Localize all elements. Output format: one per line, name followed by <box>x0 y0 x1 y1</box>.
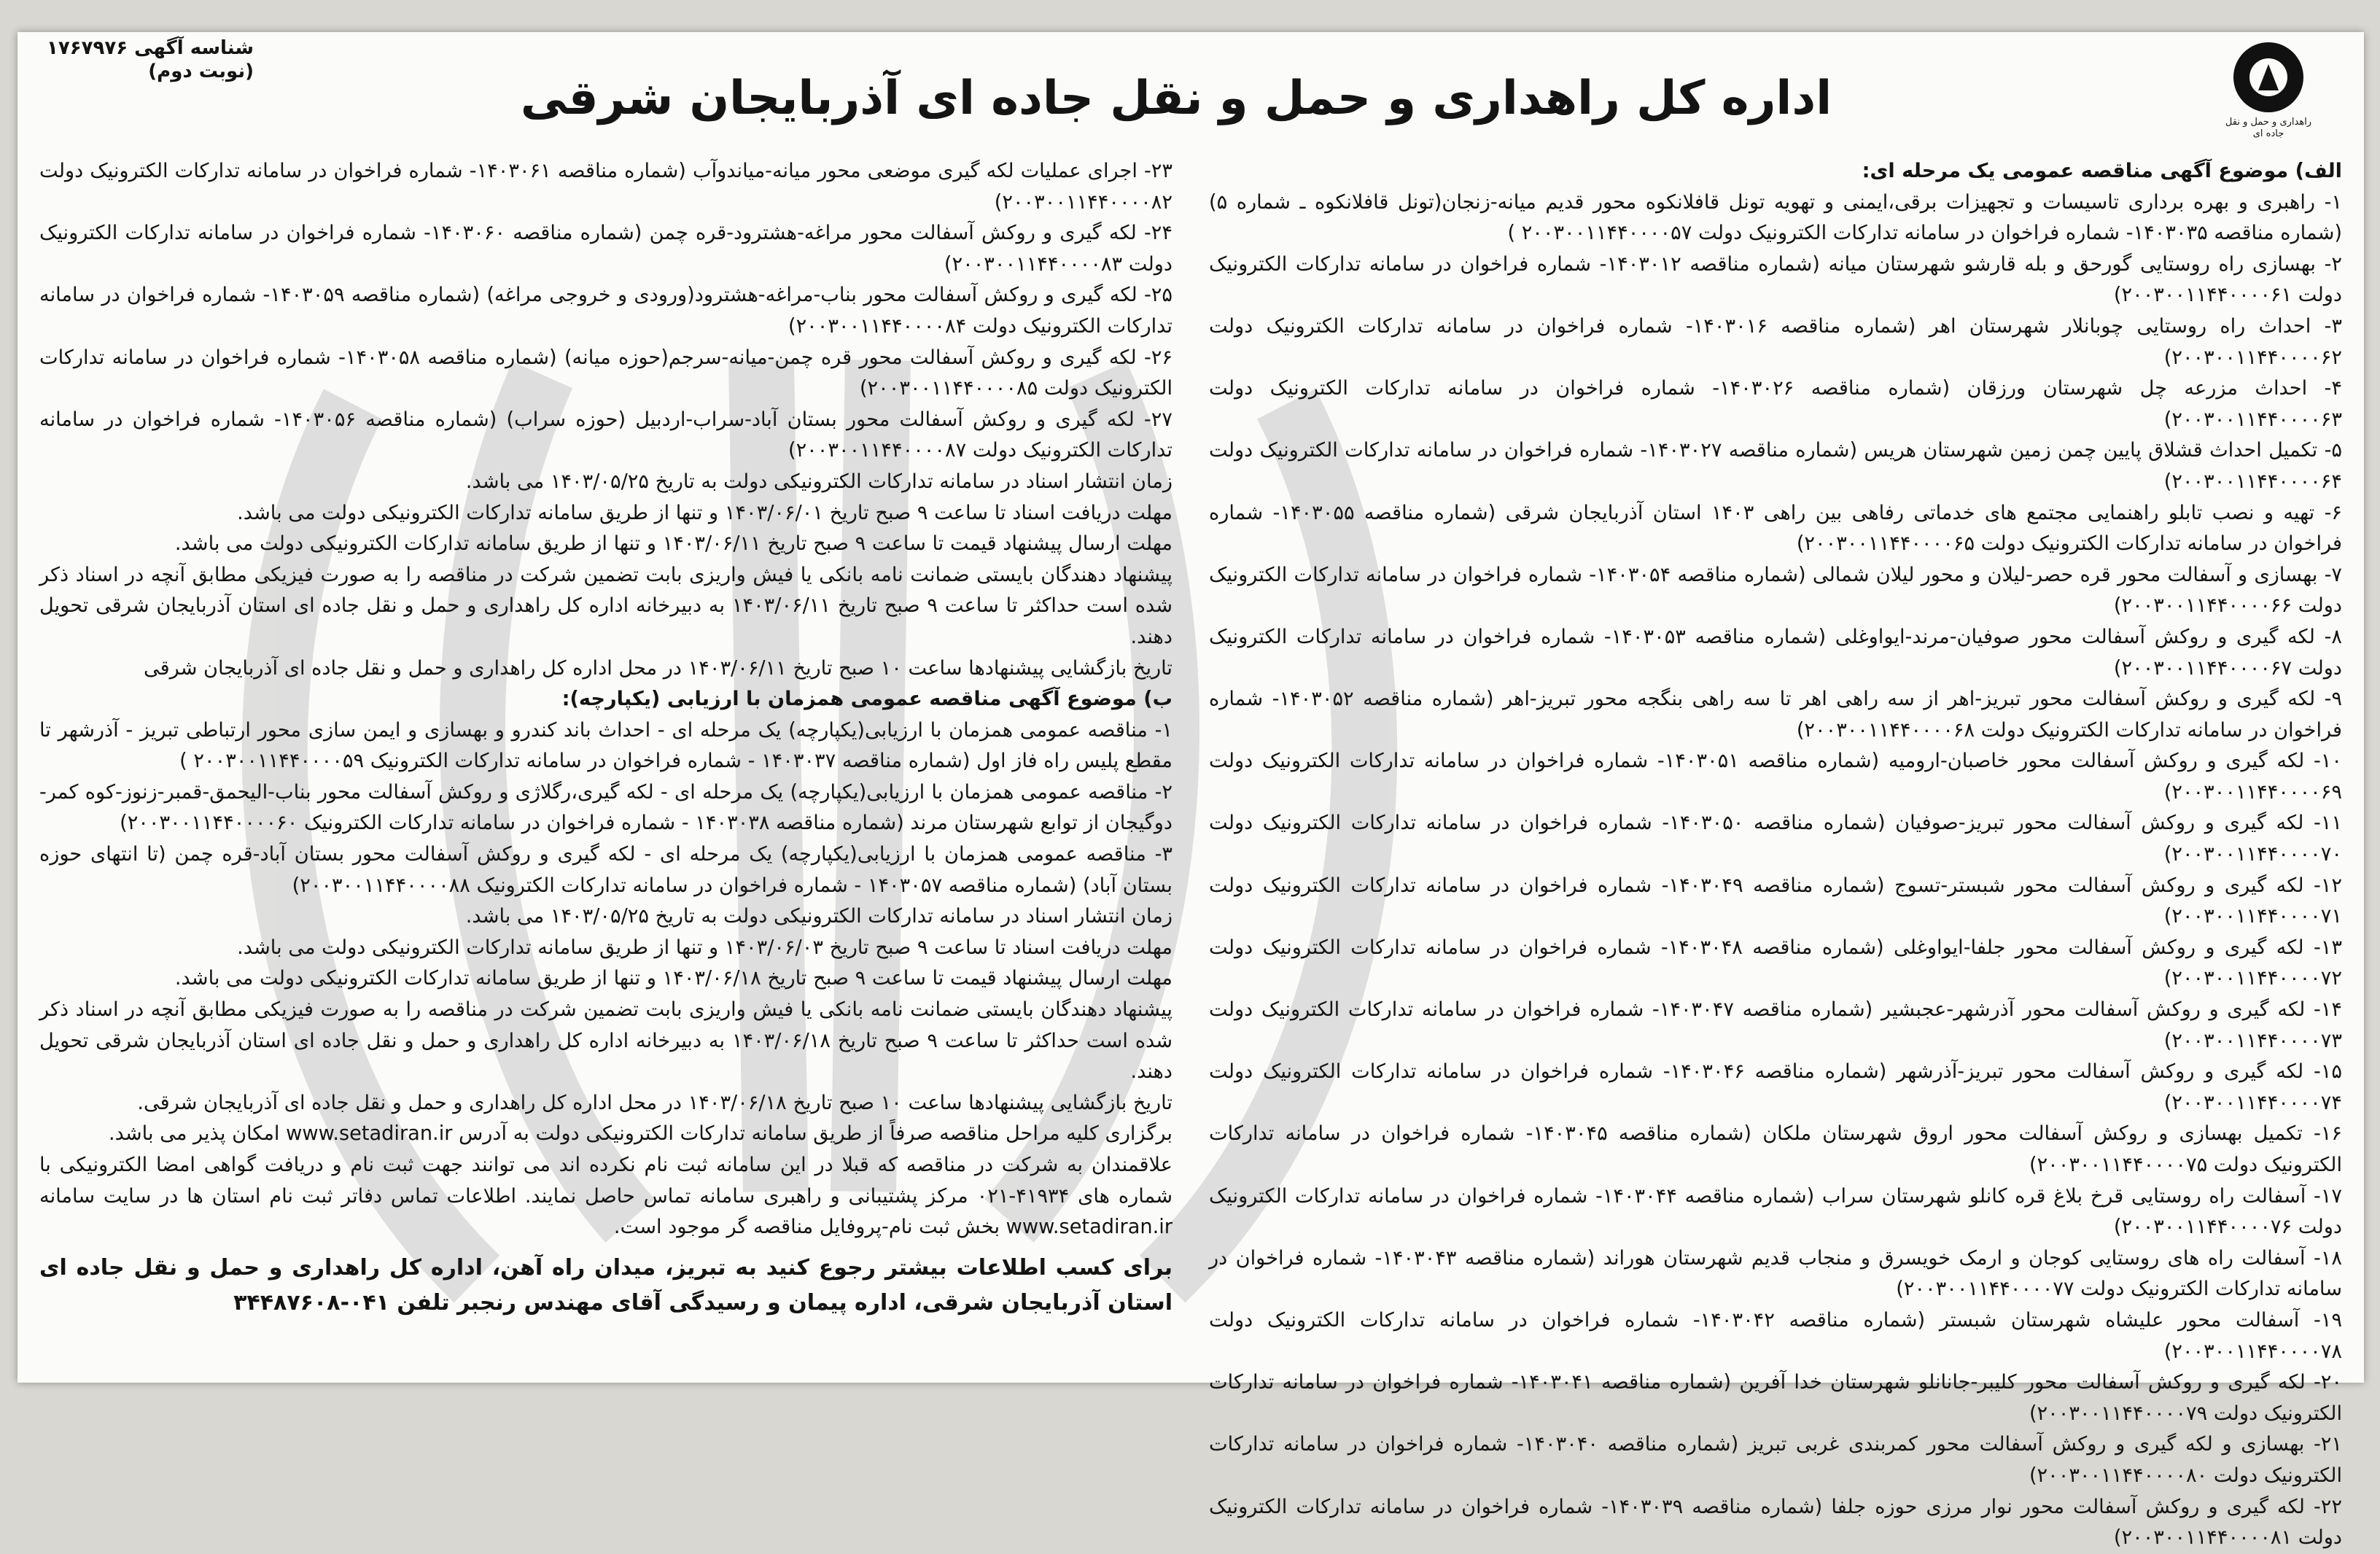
section-a-notes <box>39 467 1172 684</box>
announcement-body <box>39 156 2343 1550</box>
tender-item: ۱۳- لکه گیری و روکش آسفالت محور جلفا-ایواوغلی (شماره مناقصه ۱۴۰۳۰۴۸- شماره فراخوان در سامانه تدارکات الکترونیک دولت ۲۰۰۳۰۰۱۱۴۴۰۰۰۰۷۲) <box>1209 936 2342 990</box>
road-agency-logo-icon <box>2233 42 2303 112</box>
tender-note: تاریخ بازگشایی پیشنهادها ساعت ۱۰ صبح تاریخ ۱۴۰۳/۰۶/۱۸ در محل اداره کل راهداری و حمل و نقل جاده ای آذربایجان شرقی. <box>137 1091 1172 1114</box>
tender-note: علاقمندان به شرکت در مناقصه که قبلا در این سامانه ثبت نام نکرده اند می توانند جهت ثبت نام و دریافت گواهی امضا الکترونیکی با شماره های ۴۱۹۳۴-۰۲۱ مرکز پشتیبانی و راهبری سامانه تماس حاصل نمایند. اطلاعات تماس دفاتر ثبت نام استان ها در سایت سامانه www.setadiran.ir بخش ثبت نام-پروفایل مناقصه گر موجود است. <box>39 1154 1173 1239</box>
tender-item: ۲- مناقصه عمومی همزمان با ارزیابی(یکپارچه) یک مرحله ای - لکه گیری،رگلاژی و روکش آسفالت محور بناب-الیحمق-قمبر-زنوز-کوه کمر-دوگیجان از توابع شهرستان مرند (شماره مناقصه ۱۴۰۳۰۳۸ - شماره فراخوان در سامانه تدارکات الکترونیک ۲۰۰۳۰۰۱۱۴۴۰۰۰۰۶۰) <box>39 780 1172 835</box>
tender-item: ۴- احداث مزرعه چل شهرستان ورزقان (شماره مناقصه ۱۴۰۳۰۲۶- شماره فراخوان در سامانه تدارکات الکترونیک دولت ۲۰۰۳۰۰۱۱۴۴۰۰۰۰۶۳) <box>1209 377 2342 431</box>
tender-item: ۱- مناقصه عمومی همزمان با ارزیابی(یکپارچه) یک مرحله ای - احداث باند کندرو و بهسازی و ایمن سازی محور ارتباطی تبریز - آذرشهر تا مقطع پلیس راه فاز اول (شماره مناقصه ۱۴۰۳۰۳۷ - شماره فراخوان در سامانه تدارکات الکترونیک ۲۰۰۳۰۰۱۱۴۴۰۰۰۰۵۹ ) <box>39 718 1172 773</box>
section-b-notes <box>39 901 1172 1243</box>
tender-note: مهلت ارسال پیشنهاد قیمت تا ساعت ۹ صبح تاریخ ۱۴۰۳/۰۶/۱۸ و تنها از طریق سامانه تدارکات الکترونیکی دولت می باشد. <box>174 967 1172 990</box>
tender-item: ۹- لکه گیری و روکش آسفالت محور تبریز-اهر از سه راهی اهر تا سه راهی بنگجه محور تبریز-اهر (شماره مناقصه ۱۴۰۳۰۵۲- شماره فراخوان در سامانه تدارکات الکترونیک دولت ۲۰۰۳۰۰۱۱۴۴۰۰۰۰۶۸) <box>1209 688 2343 742</box>
tender-item: ۲۲- لکه گیری و روکش آسفالت محور نوار مرزی حوزه جلفا (شماره مناقصه ۱۴۰۳۰۳۹- شماره فراخوان در سامانه تدارکات الکترونیک دولت ۲۰۰۳۰۰۱۱۴۴۰۰۰۰۸۱) <box>1209 1495 2342 1550</box>
tender-note: پیشنهاد دهندگان بایستی ضمانت نامه بانکی یا فیش واریزی بابت تضمین شرکت در مناقصه را به صورت فیزیکی مطابق آنچه در اسناد ذکر شده است حداکثر تا ساعت ۹ صبح تاریخ ۱۴۰۳/۰۶/۱۱ به دبیرخانه اداره کل راهداری و حمل و نقل جاده ای استان آذربایجان شرقی تحویل دهند. <box>39 563 1172 648</box>
left-column <box>39 156 1172 1362</box>
tender-item: ۱۶- تکمیل بهسازی و روکش آسفالت محور اروق شهرستان ملکان (شماره مناقصه ۱۴۰۳۰۴۵- شماره فراخوان در سامانه تدارکات الکترونیک دولت ۲۰۰۳۰۰۱۱۴۴۰۰۰۰۷۵) <box>1209 1122 2342 1176</box>
tender-note: مهلت دریافت اسناد تا ساعت ۹ صبح تاریخ ۱۴۰۳/۰۶/۰۳ و تنها از طریق سامانه تدارکات الکترونیکی دولت می باشد. <box>237 936 1172 959</box>
tender-item: ۱۵- لکه گیری و روکش آسفالت محور تبریز-آذرشهر (شماره مناقصه ۱۴۰۳۰۴۶- شماره فراخوان در سامانه تدارکات الکترونیک دولت ۲۰۰۳۰۰۱۱۴۴۰۰۰۰۷۴) <box>1209 1060 2342 1114</box>
right-column <box>1209 156 2343 1550</box>
tender-item: ۱۸- آسفالت راه های روستایی کوجان و ارمک خویسرق و منجاب قدیم شهرستان هوراند (شماره مناقصه ۱۴۰۳۰۴۳- شماره فراخوان در سامانه تدارکات الکترونیک دولت ۲۰۰۳۰۰۱۱۴۴۰۰۰۰۷۷) <box>1209 1246 2342 1301</box>
tender-item: ۵- تکمیل احداث قشلاق پایین چمن زمین شهرستان هریس (شماره مناقصه ۱۴۰۳۰۲۷- شماره فراخوان در سامانه تدارکات الکترونیک دولت ۲۰۰۳۰۰۱۱۴۴۰۰۰۰۶۴) <box>1209 439 2342 493</box>
tender-item: ۱۴- لکه گیری و روکش آسفالت محور آذرشهر-عجبشیر (شماره مناقصه ۱۴۰۳۰۴۷- شماره فراخوان در سامانه تدارکات الکترونیک دولت ۲۰۰۳۰۰۱۱۴۴۰۰۰۰۷۳) <box>1209 998 2342 1052</box>
section-a-list <box>1209 187 2342 1554</box>
tender-item: ۱۲- لکه گیری و روکش آسفالت محور شبستر-تسوج (شماره مناقصه ۱۴۰۳۰۴۹- شماره فراخوان در سامانه تدارکات الکترونیک دولت ۲۰۰۳۰۰۱۱۴۴۰۰۰۰۷۱) <box>1209 874 2342 928</box>
tender-item: ۲۶- لکه گیری و روکش آسفالت محور قره چمن-میانه-سرجم(حوزه میانه) (شماره مناقصه ۱۴۰۳۰۵۸- شماره فراخوان در سامانه تدارکات الکترونیک دولت ۲۰۰۳۰۰۱۱۴۴۰۰۰۰۸۵) <box>39 346 1173 400</box>
tender-note: زمان انتشار اسناد در سامانه تدارکات الکترونیکی دولت به تاریخ ۱۴۰۳/۰۵/۲۵ می باشد. <box>465 470 1172 493</box>
page-title: اداره کل راهداری و حمل و نقل جاده ای آذربایجان شرقی <box>520 71 1832 125</box>
organization-logo <box>2222 42 2314 140</box>
tender-item: ۲۳- اجرای عملیات لکه گیری موضعی محور میانه-میاندوآب (شماره مناقصه ۱۴۰۳۰۶۱- شماره فراخوان در سامانه تدارکات الکترونیک دولت ۲۰۰۳۰۰۱۱۴۴۰۰۰۰۸۲) <box>39 160 1172 214</box>
tender-item: ۲۵- لکه گیری و روکش آسفالت محور بناب-مراغه-هشترود(ورودی و خروجی مراغه) (شماره مناقصه ۱۴۰۳۰۵۹- شماره فراخوان در سامانه تدارکات الکترونیک دولت ۲۰۰۳۰۰۱۱۴۴۰۰۰۰۸۴) <box>39 284 1172 338</box>
tender-item: ۳- احداث راه روستایی چوبانلار شهرستان اهر (شماره مناقصه ۱۴۰۳۰۱۶- شماره فراخوان در سامانه تدارکات الکترونیک دولت ۲۰۰۳۰۰۱۱۴۴۰۰۰۰۶۲) <box>1209 314 2342 369</box>
section-a-list-continued <box>39 156 1172 467</box>
tender-item: ۲۱- بهسازی و لکه گیری و روکش آسفالت محور کمربندی غربی تبریز (شماره مناقصه ۱۴۰۳۰۴۰- شماره فراخوان در سامانه تدارکات الکترونیک دولت ۲۰۰۳۰۰۱۱۴۴۰۰۰۰۸۰) <box>1209 1433 2342 1487</box>
tender-note: مهلت دریافت اسناد تا ساعت ۹ صبح تاریخ ۱۴۰۳/۰۶/۰۱ و تنها از طریق سامانه تدارکات الکترونیکی دولت می باشد. <box>237 501 1172 524</box>
section-b-heading: ب) موضوع آگهی مناقصه عمومی همزمان با ارزیابی (یکپارچه): <box>561 688 1172 711</box>
ad-round: (نوبت دوم) <box>148 61 254 82</box>
tender-item: ۱- راهبری و بهره برداری تاسیسات و تجهیزات برقی،ایمنی و تهویه تونل قافلانکوه محور قدیم میانه-زنجان(تونل قافلانکوه ـ شماره ۵) (شماره مناقصه ۱۴۰۳۰۳۵- شماره فراخوان در سامانه تدارکات الکترونیک دولت ۲۰۰۳۰۰۱۱۴۴۰۰۰۰۵۷ ) <box>1209 190 2342 245</box>
tender-item: ۶- تهیه و نصب تابلو راهنمایی مجتمع های خدماتی رفاهی بین راهی ۱۴۰۳ استان آذربایجان شرقی (شماره مناقصه ۱۴۰۳۰۵۵- شماره فراخوان در سامانه تدارکات الکترونیک دولت ۲۰۰۳۰۰۱۱۴۴۰۰۰۰۶۵) <box>1209 501 2343 556</box>
tender-item: ۱۰- لکه گیری و روکش آسفالت محور خاصبان-ارومیه (شماره مناقصه ۱۴۰۳۰۵۱- شماره فراخوان در سامانه تدارکات الکترونیک دولت ۲۰۰۳۰۰۱۱۴۴۰۰۰۰۶۹) <box>1209 750 2342 804</box>
section-b-list <box>39 715 1172 902</box>
tender-item: ۲۴- لکه گیری و روکش آسفالت محور مراغه-هشترود-قره چمن (شماره مناقصه ۱۴۰۳۰۶۰- شماره فراخوان در سامانه تدارکات الکترونیک دولت ۲۰۰۳۰۰۱۱۴۴۰۰۰۰۸۳) <box>39 222 1172 276</box>
ad-id-line: شناسه آگهی ۱۷۶۷۹۷۶ <box>47 37 254 59</box>
tender-item: ۲۰- لکه گیری و روکش آسفالت محور کلیبر-جانانلو شهرستان خدا آفرین (شماره مناقصه ۱۴۰۳۰۴۱- شماره فراخوان در سامانه تدارکات الکترونیک دولت ۲۰۰۳۰۰۱۱۴۴۰۰۰۰۷۹) <box>1209 1371 2342 1425</box>
tender-item: ۱۷- آسفالت راه روستایی قرخ بلاغ قره کانلو شهرستان سراب (شماره مناقصه ۱۴۰۳۰۴۴- شماره فراخوان در سامانه تدارکات الکترونیک دولت ۲۰۰۳۰۰۱۱۴۴۰۰۰۰۷۶) <box>1209 1184 2342 1239</box>
contact-info: برای کسب اطلاعات بیشتر رجوع کنید به تبریز، میدان راه آهن، اداره کل راهداری و حمل و نقل جاده ای استان آذربایجان شرقی، اداره پیمان و رسیدگی آقای مهندس رنجبر تلفن ۰۴۱-۳۴۴۸۷۶۰۸ <box>39 1254 1172 1316</box>
tender-note: مهلت ارسال پیشنهاد قیمت تا ساعت ۹ صبح تاریخ ۱۴۰۳/۰۶/۱۱ و تنها از طریق سامانه تدارکات الکترونیکی دولت می باشد. <box>174 532 1172 556</box>
tender-item: ۲۷- لکه گیری و روکش آسفالت محور بستان آباد-سراب-اردبیل (حوزه سراب) (شماره مناقصه ۱۴۰۳۰۵۶- شماره فراخوان در سامانه تدارکات الکترونیک دولت ۲۰۰۳۰۰۱۱۴۴۰۰۰۰۸۷) <box>39 408 1172 462</box>
tender-item: ۸- لکه گیری و روکش آسفالت محور صوفیان-مرند-ایواوغلی (شماره مناقصه ۱۴۰۳۰۵۳- شماره فراخوان در سامانه تدارکات الکترونیک دولت ۲۰۰۳۰۰۱۱۴۴۰۰۰۰۶۷) <box>1209 625 2342 680</box>
tender-item: ۲- بهسازی راه روستایی گورحق و بله قارشو شهرستان میانه (شماره مناقصه ۱۴۰۳۰۱۲- شماره فراخوان در سامانه تدارکات الکترونیک دولت ۲۰۰۳۰۰۱۱۴۴۰۰۰۰۶۱) <box>1209 252 2342 307</box>
tender-item: ۷- بهسازی و آسفالت محور قره حصر-لیلان و محور لیلان شمالی (شماره مناقصه ۱۴۰۳۰۵۴- شماره فراخوان در سامانه تدارکات الکترونیک دولت ۲۰۰۳۰۰۱۱۴۴۰۰۰۰۶۶) <box>1209 563 2342 618</box>
tender-item: ۱۱- لکه گیری و روکش آسفالت محور تبریز-صوفیان (شماره مناقصه ۱۴۰۳۰۵۰- شماره فراخوان در سامانه تدارکات الکترونیک دولت ۲۰۰۳۰۰۱۱۴۴۰۰۰۰۷۰) <box>1209 812 2342 866</box>
tender-item: ۳- مناقصه عمومی همزمان با ارزیابی(یکپارچه) یک مرحله ای - لکه گیری و روکش آسفالت محور بستان آباد-قره چمن (تا انتهای حوزه بستان آباد) (شماره مناقصه ۱۴۰۳۰۵۷ - شماره فراخوان در سامانه تدارکات الکترونیک ۲۰۰۳۰۰۱۱۴۴۰۰۰۰۸۸) <box>39 843 1172 897</box>
tender-note: پیشنهاد دهندگان بایستی ضمانت نامه بانکی یا فیش واریزی بابت تضمین شرکت در مناقصه را به صورت فیزیکی مطابق آنچه در اسناد ذکر شده است حداکثر تا ساعت ۹ صبح تاریخ ۱۴۰۳/۰۶/۱۸ به دبیرخانه اداره کل راهداری و حمل و نقل جاده ای استان آذربایجان شرقی تحویل دهند. <box>39 998 1172 1084</box>
logo-caption: راهداری و حمل و نقل جاده ای <box>2225 117 2312 139</box>
newspaper-clipping <box>18 32 2364 1550</box>
tender-note: تاریخ بازگشایی پیشنهادها ساعت ۱۰ صبح تاریخ ۱۴۰۳/۰۶/۱۱ در محل اداره کل راهداری و حمل و نقل جاده ای آذربایجان شرقی <box>143 656 1172 680</box>
tender-note: زمان انتشار اسناد در سامانه تدارکات الکترونیکی دولت به تاریخ ۱۴۰۳/۰۵/۲۵ می باشد. <box>465 905 1172 928</box>
tender-note: برگزاری کلیه مراحل مناقصه صرفاً از طریق سامانه تدارکات الکترونیکی دولت به آدرس www.setadiran.ir امکان پذیر می باشد. <box>108 1122 1172 1146</box>
section-a-heading: الف) موضوع آگهی مناقصه عمومی یک مرحله ای: <box>1862 160 2342 182</box>
tender-item: ۱۹- آسفالت محور علیشاه شهرستان شبستر (شماره مناقصه ۱۴۰۳۰۴۲- شماره فراخوان در سامانه تدارکات الکترونیک دولت ۲۰۰۳۰۰۱۱۴۴۰۰۰۰۷۸) <box>1209 1308 2342 1363</box>
